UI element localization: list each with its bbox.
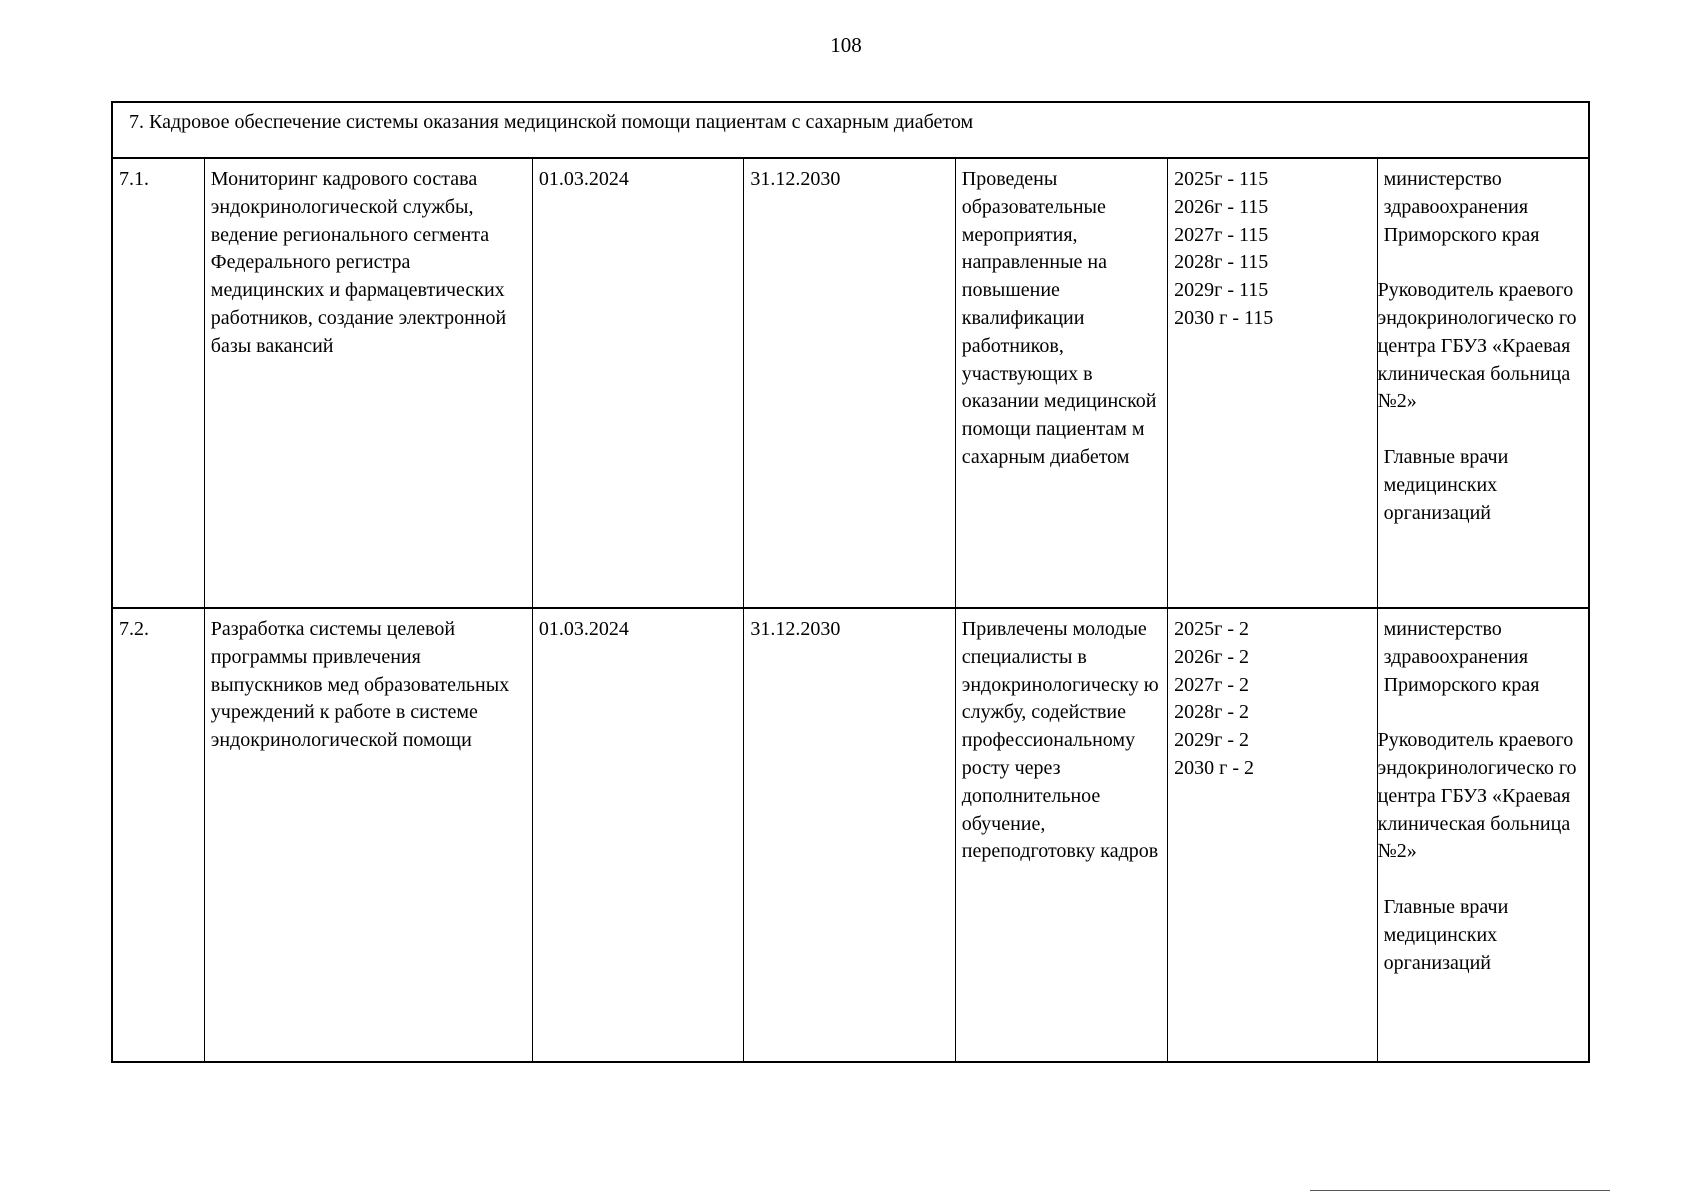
indicator-2026: 2026г - 2 <box>1174 645 1250 668</box>
responsible-chiefs: Главные врачи медицинских организаций <box>1383 445 1509 524</box>
responsible-ministry: министерство здравоохранения Приморского края <box>1383 168 1540 246</box>
row-number: 7.1. <box>113 159 205 607</box>
indicator-2029: 2029г - 2 <box>1174 729 1250 752</box>
responsible-head: Руководитель краевого эндокринологическо го центра ГБУЗ «Краевая клиническая больница №2» <box>1377 279 1577 413</box>
section-title: 7. Кадровое обеспечение системы оказания медицинской помощи пациентам с сахарным диабетом <box>113 103 1588 159</box>
activities-table <box>111 101 1590 1063</box>
row-number: 7.2. <box>113 609 205 1061</box>
responsible <box>1378 609 1588 1061</box>
expected-result: Привлечены молодые специалисты в эндокринологическу ю службу, содействие профессиональному росту через дополнительное обучение, переподготовку кадров <box>956 609 1168 1061</box>
indicator-2030: 2030 г - 2 <box>1174 756 1255 779</box>
table-row <box>113 159 1588 609</box>
table-row <box>113 609 1588 1061</box>
expected-result: Проведены образовательные мероприятия, направленные на повышение квалификации работников, участвующих в оказании медицинской помощи пациентам м сахарным диабетом <box>956 159 1168 607</box>
activity-name: Мониторинг кадрового состава эндокринологической службы, ведение регионального сегмента Федерального регистра медицинских и фармацевтических работников, создание электронной базы вакансий <box>205 159 533 607</box>
responsible-ministry: министерство здравоохранения Приморского края <box>1383 618 1540 696</box>
indicators <box>1168 609 1377 1061</box>
indicator-2025: 2025г - 115 <box>1174 168 1269 190</box>
indicator-2028: 2028г - 115 <box>1174 251 1269 274</box>
end-date: 31.12.2030 <box>744 159 955 607</box>
indicator-2026: 2026г - 115 <box>1174 195 1269 218</box>
start-date: 01.03.2024 <box>533 159 744 607</box>
indicator-2029: 2029г - 115 <box>1174 279 1269 302</box>
indicator-2027: 2027г - 2 <box>1174 673 1250 696</box>
responsible-chiefs: Главные врачи медицинских организаций <box>1383 895 1509 974</box>
responsible-head: Руководитель краевого эндокринологическо го центра ГБУЗ «Краевая клиническая больница №2» <box>1377 729 1577 863</box>
responsible <box>1378 159 1588 607</box>
indicator-2030: 2030 г - 115 <box>1174 306 1274 329</box>
indicator-2028: 2028г - 2 <box>1174 701 1250 724</box>
footer-rule <box>1310 1190 1610 1191</box>
indicator-2025: 2025г - 2 <box>1174 618 1250 640</box>
activity-name: Разработка системы целевой программы привлечения выпускников мед образовательных учреждений к работе в системе эндокринологической помощи <box>205 609 533 1061</box>
start-date: 01.03.2024 <box>533 609 744 1061</box>
indicator-2027: 2027г - 115 <box>1174 223 1269 246</box>
end-date: 31.12.2030 <box>744 609 955 1061</box>
page-number: 108 <box>830 33 862 57</box>
indicators <box>1168 159 1377 607</box>
